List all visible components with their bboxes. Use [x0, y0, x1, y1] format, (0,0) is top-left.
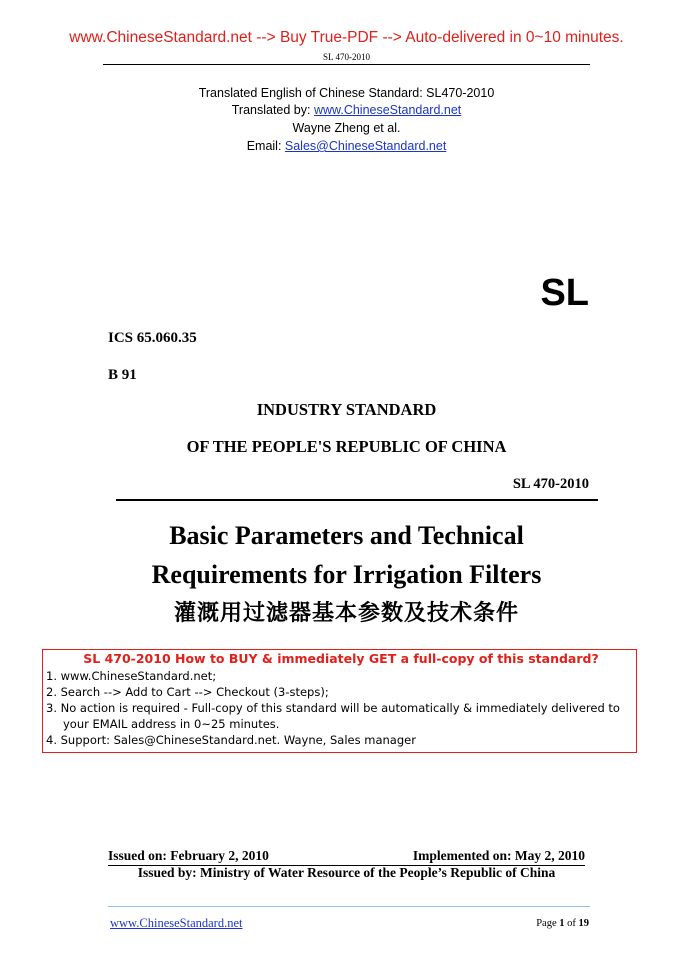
- standard-code: SL 470-2010: [512, 476, 589, 492]
- translated-by-line: [0, 102, 693, 118]
- title-line-1: Basic Parameters and Technical: [169, 521, 524, 550]
- industry-standard-heading: INDUSTRY STANDARD: [256, 400, 437, 419]
- sl-logo: SL: [540, 272, 589, 314]
- footer-divider: [108, 906, 590, 907]
- buy-step: 1. www.ChineseStandard.net;: [46, 669, 217, 683]
- implemented-on-date: Implemented on: May 2, 2010: [412, 848, 585, 863]
- issued-on-date: Issued on: February 2, 2010: [108, 848, 269, 863]
- ccs-code: B 91: [108, 367, 137, 383]
- page-number: [536, 918, 589, 929]
- top-banner[interactable]: www.ChineseStandard.net --> Buy True-PDF --> Auto-delivered in 0~10 minutes.: [69, 29, 624, 46]
- translator-website-link[interactable]: www.ChineseStandard.net: [313, 103, 462, 117]
- issue-dates-row: [108, 848, 585, 864]
- buy-step: 4. Support: Sales@ChineseStandard.net. Wayne, Sales manager: [46, 733, 416, 747]
- footer-website-link[interactable]: www.ChineseStandard.net: [110, 916, 243, 930]
- page-separator: of: [564, 918, 579, 929]
- email-link[interactable]: Sales@ChineseStandard.net: [284, 139, 447, 153]
- title-line-2: Requirements for Irrigation Filters: [151, 560, 542, 589]
- republic-heading: OF THE PEOPLE'S REPUBLIC OF CHINA: [186, 437, 507, 456]
- buy-step: 3. No action is required - Full-copy of this standard will be automatically & immediately delivered to: [46, 701, 620, 715]
- translated-by-label: Translated by:: [231, 103, 314, 117]
- buy-instructions-box: [42, 649, 637, 753]
- page-total: 19: [578, 918, 589, 929]
- email-line: [0, 138, 693, 154]
- standard-divider: [116, 499, 598, 501]
- page-current: 1: [559, 918, 565, 929]
- header-standard-code: SL 470-2010: [323, 52, 370, 62]
- translators-line: Wayne Zheng et al.: [292, 121, 401, 135]
- header-divider: [103, 64, 590, 65]
- title-chinese: 灌溉用过滤器基本参数及技术条件: [173, 601, 519, 626]
- ics-code: ICS 65.060.35: [108, 330, 197, 346]
- buy-step: 2. Search --> Add to Cart --> Checkout (3-steps);: [46, 685, 329, 699]
- buy-step-continuation: your EMAIL address in 0~25 minutes.: [63, 717, 280, 731]
- translation-line: Translated English of Chinese Standard: SL470-2010: [198, 86, 495, 100]
- issuing-authority: Issued by: Ministry of Water Resource of the People’s Republic of China: [137, 865, 556, 880]
- buy-box-title[interactable]: SL 470-2010 How to BUY & immediately GET a full-copy of this standard?: [83, 651, 599, 666]
- email-label: Email:: [246, 139, 285, 153]
- page-prefix: Page: [536, 918, 560, 929]
